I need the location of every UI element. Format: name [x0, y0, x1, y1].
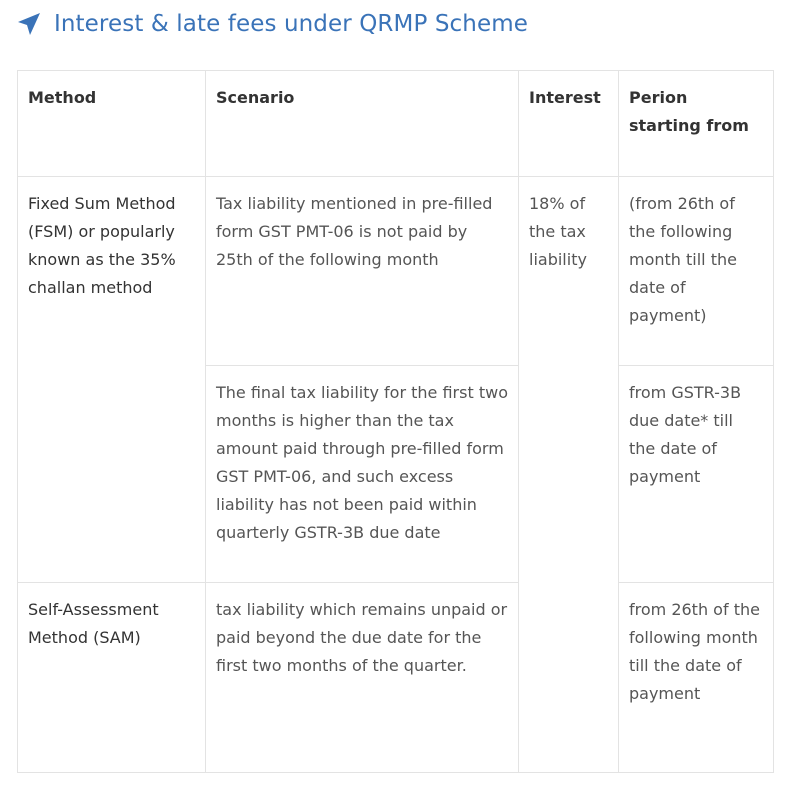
page-title: Interest & late fees under QRMP Scheme — [54, 11, 528, 37]
scenario-cell: tax liability which remains unpaid or paid beyond the due date for the first two months of the quarter. — [206, 583, 519, 773]
section-heading — [16, 6, 528, 42]
paper-plane-icon — [16, 11, 42, 37]
interest-cell: 18% of the tax liability — [519, 177, 619, 773]
scenario-cell: Tax liability mentioned in pre-filled form GST PMT-06 is not paid by 25th of the following month — [206, 177, 519, 366]
table-row — [18, 583, 774, 773]
method-cell-sam: Self-Assessment Method (SAM) — [18, 583, 206, 773]
header-method: Method — [18, 71, 206, 177]
table-header-row — [18, 71, 774, 177]
table-row — [18, 177, 774, 366]
period-cell: from GSTR-3B due date* till the date of payment — [619, 366, 774, 583]
header-interest: Interest — [519, 71, 619, 177]
scenario-cell: The final tax liability for the first two months is higher than the tax amount paid through pre-filled form GST PMT-06, and such excess liability has not been paid within quarterly GSTR-3B due date — [206, 366, 519, 583]
header-period: Perion starting from — [619, 71, 774, 177]
period-cell: (from 26th of the following month till the date of payment) — [619, 177, 774, 366]
interest-table — [17, 70, 774, 773]
period-cell: from 26th of the following month till the date of payment — [619, 583, 774, 773]
method-cell-fsm: Fixed Sum Method (FSM) or popularly known as the 35% challan method — [18, 177, 206, 583]
header-scenario: Scenario — [206, 71, 519, 177]
